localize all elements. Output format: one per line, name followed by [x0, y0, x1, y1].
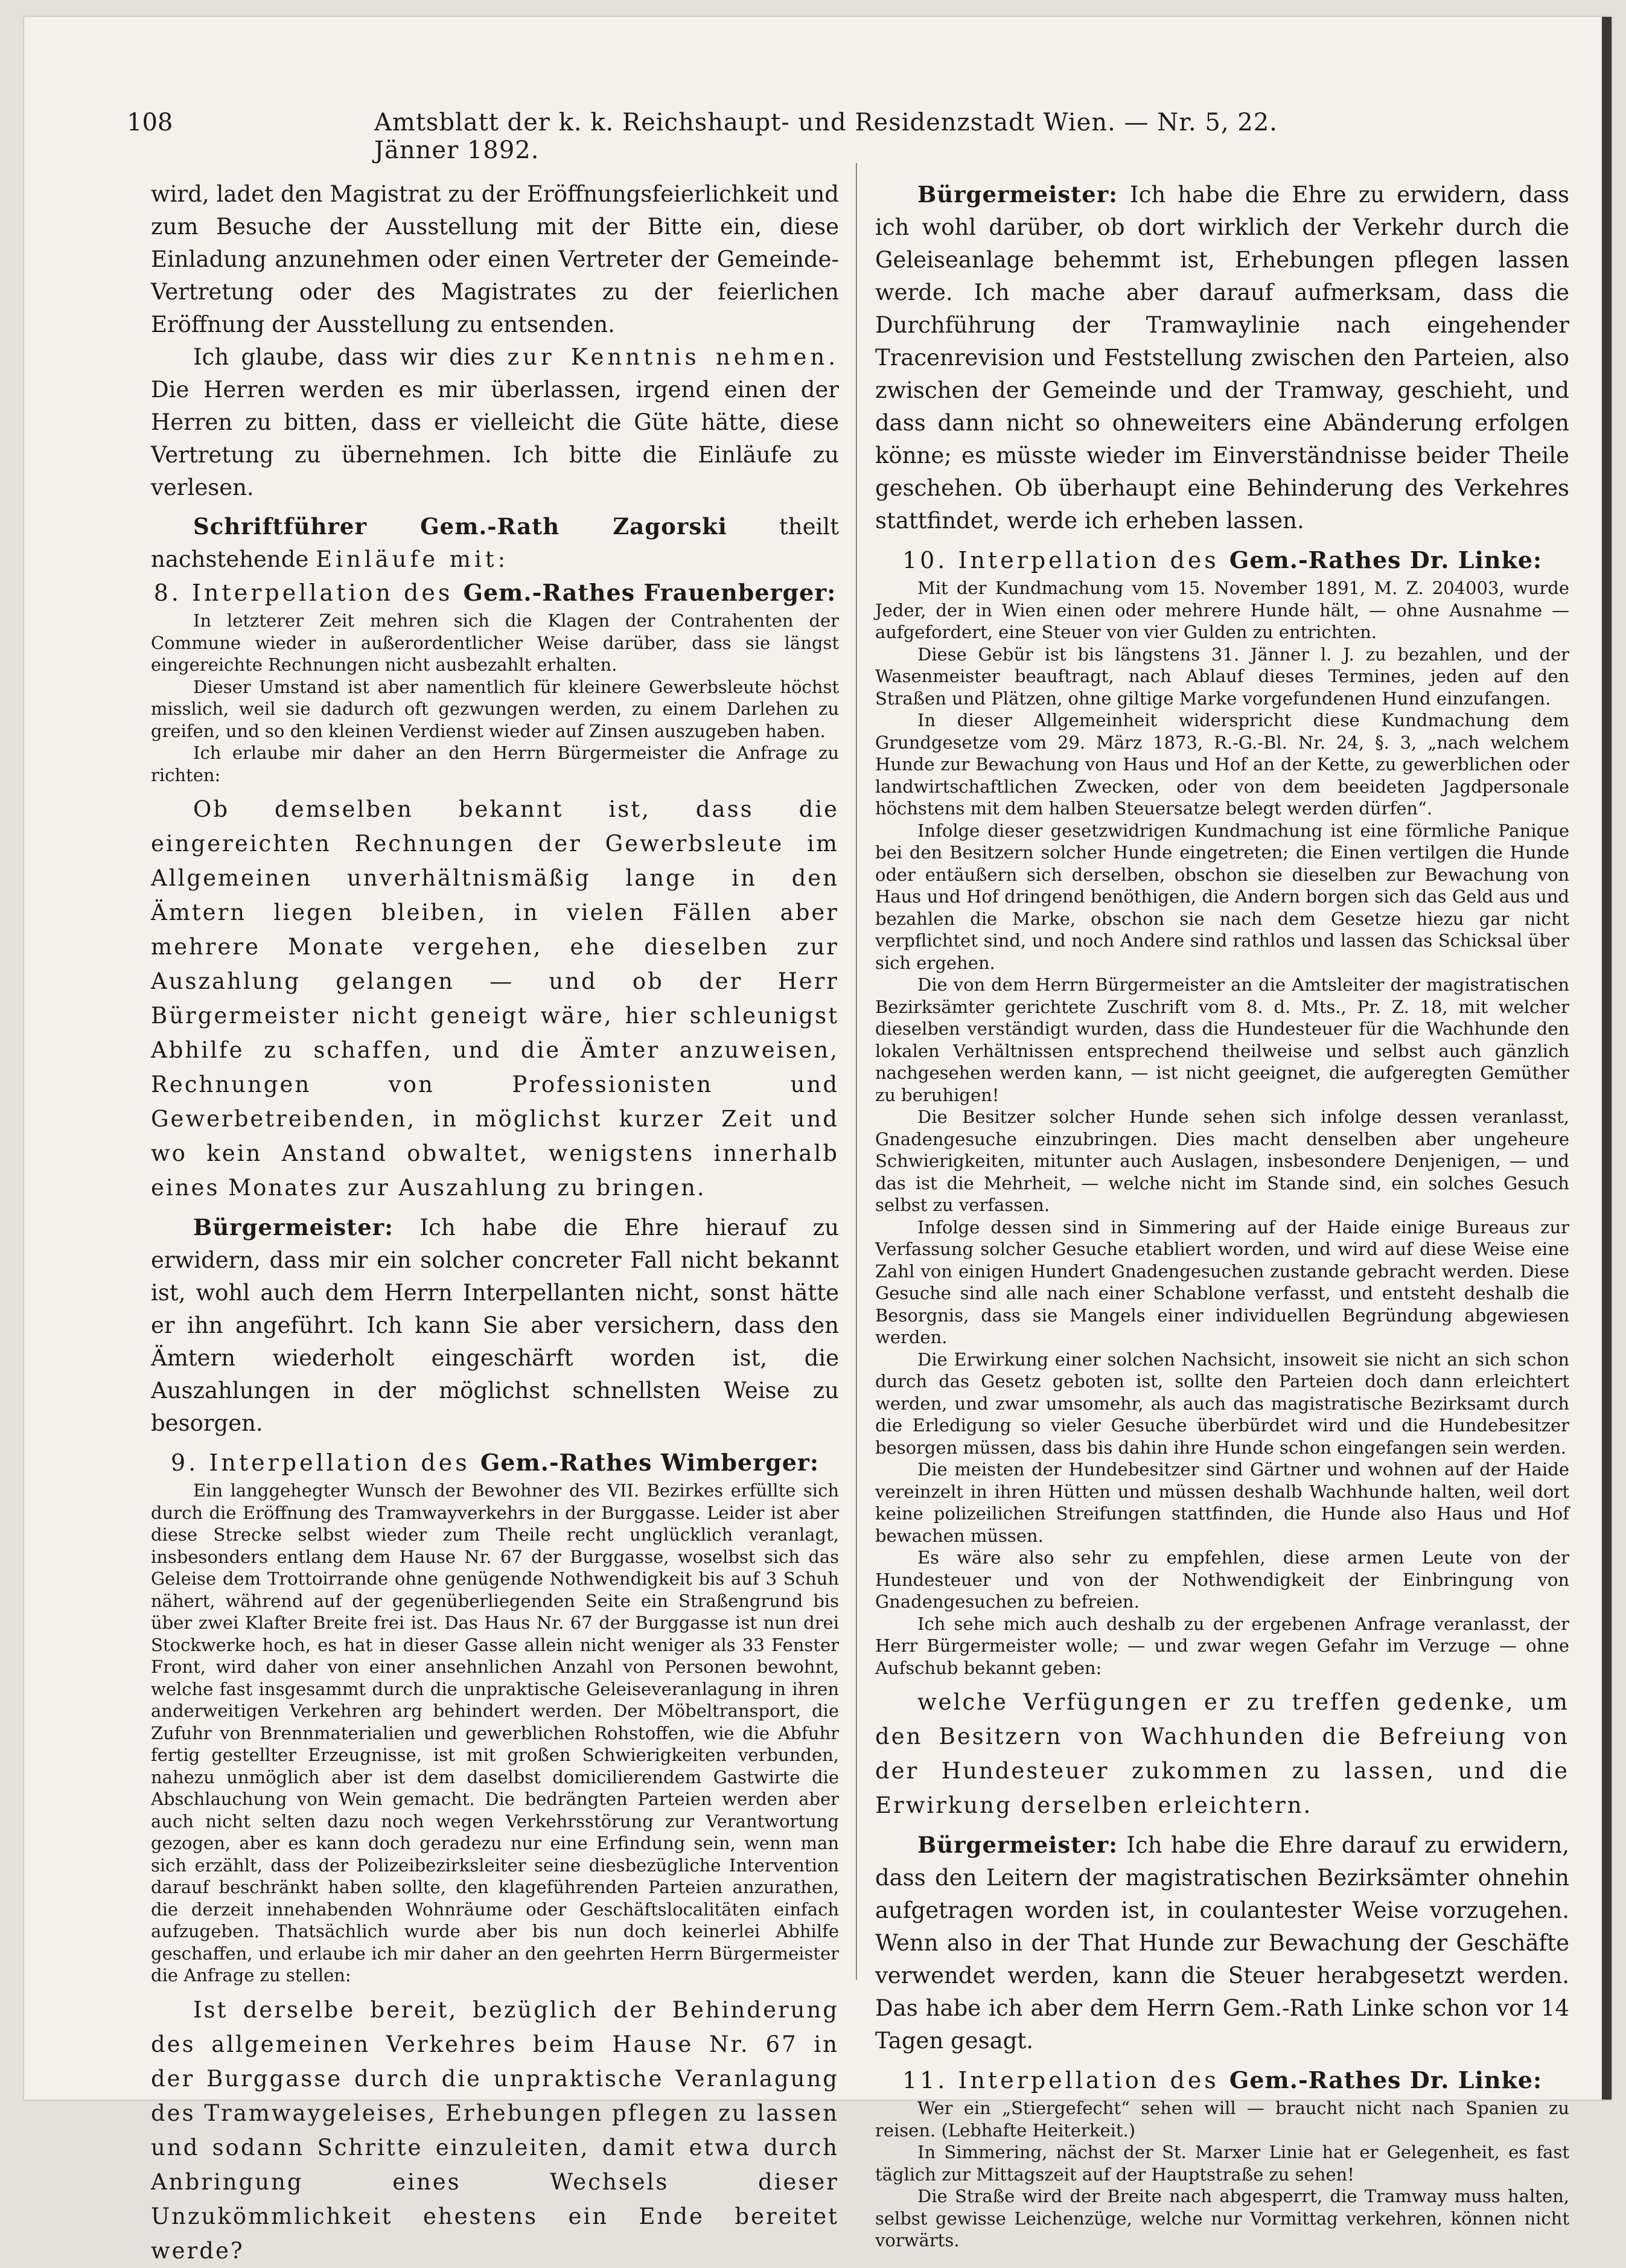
small-paragraph: Die Erwirkung einer solchen Nachsicht, insoweit sie nicht an sich schon durch das Gesetz geboten ist, sollte den Parteien doch dann erleichtert werden, und zwar umsomehr, als auch das magistratische Bezirksamt durch die Erledigung so vieler Gesuche überbürdet wird und die Hundebesitzer besorgen müssen, dass bis dahin ihre Hunde schon eingefangen sein werden.: [875, 1349, 1569, 1458]
right-column: [875, 178, 1569, 2252]
running-head-title: Amtsblatt der k. k. Reichshaupt- und Residenzstadt Wien. — Nr. 5, 22. Jänner 1892.: [374, 109, 1278, 164]
running-header: [127, 109, 1334, 164]
small-paragraph: Infolge dieser gesetzwidrigen Kundmachung ist eine förmliche Panique bei den Besitzern solcher Hunde eingetreten; die Einen vertilgen die Hunde oder entäußern sich derselben, obschon sie dieselben zur Bewachung von Haus und Hof dringend benöthigen, die Andern borgen sich das Geld aus und bezahlen die Marke, obschon sie nach dem Gesetze hiezu gar nicht verpflichtet sind, und noch Andere sind rathlos und lassen das Schicksal über sich ergehen.: [875, 820, 1569, 973]
text-run: Ich habe die Ehre zu erwidern, dass ich wohl darüber, ob dort wirklich der Verkehr durch die Geleiseanlage behemmt ist, Erhebungen pflegen lassen werde. Ich mache aber darauf aufmerksam, dass die Durchführung der Tramwaylinie nach eingehender Tracenrevision und Feststellung zwischen den Parteien, also zwischen der Gemeinde und der Tramway, geschieht, und dass dann nicht so ohneweiters eine Abänderung erfolgen könne; es müsste wieder im Einverständnisse beider Theile geschehen. Ob überhaupt eine Behinderung des Verkehres stattfindet, werde ich erheben lassen.: [875, 182, 1569, 534]
heading-speaker: Gem.-Rathes Frauenberger:: [463, 579, 837, 606]
section-heading: [875, 543, 1569, 577]
paragraph: [151, 510, 839, 576]
spaced-text: Einläufe mit:: [316, 546, 509, 572]
heading-label: 10. Interpellation des: [902, 547, 1219, 573]
heading-speaker: Gem.-Rathes Wimberger:: [480, 1449, 819, 1476]
small-paragraph: Diese Gebür ist bis längstens 31. Jänner l. J. zu bezahlen, und der Wasenmeister beauftragt, nach Ablauf dieses Termines, jeden auf den Straßen und Plätzen, ohne giltige Marke vorgefundenen Hund einzufangen.: [875, 644, 1569, 709]
heading-speaker: Gem.-Rathes Dr. Linke:: [1229, 546, 1543, 573]
paragraph: [151, 1211, 839, 1440]
small-paragraph: Die Besitzer solcher Hunde sehen sich infolge dessen veranlasst, Gnadengesuche einzubringen. Dies macht denselben aber ungeheure Schwierigkeiten, mitunter auch Auslagen, insbesondere Denjenigen, — und das ist die Mehrheit, — welche nicht im Stande sind, ein solches Gesuch selbst zu verfassen.: [875, 1107, 1569, 1215]
small-paragraph: In letzterer Zeit mehren sich die Klagen der Contrahenten der Commune wieder in außerordentlicher Weise darüber, dass sie längst eingereichte Rechnungen nicht ausbezahlt erhalten.: [151, 610, 839, 675]
question-paragraph: welche Verfügungen er zu treffen gedenke, um den Besitzern von Wachhunden die Befreiung von der Hundesteuer zukommen zu lassen, und die Erwirkung derselben erleichtern.: [875, 1689, 1569, 1818]
page-edge-shadow: [1602, 17, 1612, 2100]
small-paragraph: Wer ein „Stiergefecht“ sehen will — braucht nicht nach Spanien zu reisen. (Lebhafte Heiterkeit.): [875, 2098, 1569, 2141]
speaker-name: Schriftführer Gem.-Rath Zagorski: [193, 513, 727, 540]
question-paragraph: Ob demselben bekannt ist, dass die eingereichten Rechnungen der Gewerbsleute im Allgemeinen unverhältnismäßig lange in den Ämtern liegen bleiben, in vielen Fällen aber mehrere Monate vergehen, ehe dieselben zur Auszahlung gelangen — und ob der Herr Bürgermeister nicht geneigt wäre, hier schleunigst Abhilfe zu schaffen, und die Ämter anzuweisen, Rechnungen von Professionisten und Gewerbetreibenden, in möglichst kurzer Zeit und wo kein Anstand obwaltet, wenigstens innerhalb eines Monates zur Auszahlung zu bringen.: [151, 796, 839, 1201]
speaker-name: Bürgermeister:: [917, 181, 1118, 208]
section-heading: [151, 1446, 839, 1480]
heading-label: 9. Interpellation des: [171, 1449, 470, 1476]
paragraph: [875, 1829, 1569, 2057]
small-paragraph: Dieser Umstand ist aber namentlich für kleinere Gewerbsleute höchst misslich, weil sie dadurch oft gezwungen werden, zu einem Darlehen zu greifen, und so den kleinen Verdienst wieder auf Zinsen auszugeben haben.: [151, 676, 839, 741]
heading-label: 11. Interpellation des: [902, 2067, 1219, 2094]
small-paragraph: Infolge dessen sind in Simmering auf der Haide einige Bureaus zur Verfassung solcher Gesuche etabliert worden, und wird auf diese Weise eine Zahl von einigen Hundert Gnadengesuchen zustande gebracht werden. Diese Gesuche sind alle nach einer Schablone verfasst, und entsteht deshalb die Besorgnis, dass sie Mangels einer individuellen Begründung abgewiesen werden.: [875, 1216, 1569, 1347]
question-paragraph: Ist derselbe bereit, bezüglich der Behinderung des allgemeinen Verkehres beim Hause Nr. 67 in der Burggasse durch die unpraktische Veranlagung des Tramwaygeleises, Erhebungen pflegen zu lassen und sodann Schritte einzuleiten, damit etwa durch Anbringung eines Wechsels dieser Unzukömmlichkeit ehestens ein Ende bereitet werde?: [151, 1996, 839, 2264]
heading-speaker: Gem.-Rathes Dr. Linke:: [1229, 2066, 1543, 2094]
small-paragraph: Es wäre also sehr zu empfehlen, diese armen Leute von der Hundesteuer und von der Nothwendigkeit der Einbringung von Gnadengesuchen zu befreien.: [875, 1547, 1569, 1612]
section-heading: [875, 2063, 1569, 2097]
text-run: Ich glaube, dass wir dies: [193, 344, 496, 370]
text-run: Ich habe die Ehre hierauf zu erwidern, dass mir ein solcher concreter Fall nicht bekannt ist, wohl auch dem Herrn Interpellanten nicht, sonst hätte er ihn angeführt. Ich kann Sie aber versichern, dass den Ämtern wiederholt eingeschärft worden ist, die Auszahlungen in der möglichst schnellsten Weise zu besorgen.: [151, 1215, 839, 1436]
small-paragraph: Mit der Kundmachung vom 15. November 1891, M. Z. 204003, wurde Jeder, der in Wien einen oder mehrere Hunde hält, — ohne Ausnahme — aufgefordert, eine Steuer von vier Gulden zu entrichten.: [875, 578, 1569, 642]
text-run: theilt nachstehende: [151, 514, 840, 572]
heading-label: 8. Interpellation des: [153, 580, 453, 606]
small-paragraph: Ich erlaube mir daher an den Herrn Bürgermeister die Anfrage zu richten:: [151, 743, 839, 785]
spaced-text: zur Kenntnis nehmen.: [507, 344, 839, 370]
section-heading: [151, 576, 839, 610]
speaker-name: Bürgermeister:: [917, 1832, 1118, 1858]
small-paragraph: Die meisten der Hundebesitzer sind Gärtner und wohnen auf der Haide vereinzelt in ihren Hütten und müssen deshalb Wachhunde halten, weil dort keine polizeilichen Streifungen stattfinden, die Hunde also Haus und Hof bewachen müssen.: [875, 1459, 1569, 1546]
text-run: Die Herren werden es mir überlassen, irgend einen der Herren zu bitten, dass er vielleicht die Güte hätte, diese Vertretung zu übernehmen. Ich bitte die Einläufe zu verlesen.: [151, 377, 839, 500]
small-paragraph: In dieser Allgemeinheit widerspricht diese Kundmachung dem Grundgesetze vom 29. März 1873, R.-G.-Bl. Nr. 24, §. 3, „nach welchem Hunde zur Bewachung von Haus und Hof an der Kette, zu gewerblichen oder landwirtschaftlichen Zwecken, oder von dem beeideten Jagdpersonale höchstens mit dem halben Steuersatze belegt werden dürfen“.: [875, 710, 1569, 819]
page-number: 108: [127, 109, 173, 136]
small-paragraph: Ein langgehegter Wunsch der Bewohner des VII. Bezirkes erfüllte sich durch die Eröffnung des Tramwayverkehrs in der Burggasse. Leider ist aber diese Strecke selbst wieder zum Theile recht unglücklich veranlagt, insbesonders entlang dem Hause Nr. 67 der Burggasse, woselbst sich das Geleise dem Trottoirrande ohne genügende Nothwendigkeit bis auf 3 Schuh nähert, während auf der gegenüberliegenden Seite ein Straßengrund bis über zwei Klafter Breite frei ist. Das Haus Nr. 67 der Burggasse ist nun drei Stockwerke hoch, es hat in dieser Gasse allein nicht weniger als 33 Fenster Front, wird daher von einer ansehnlichen Anzahl von Personen bewohnt, welche fast insgesammt durch die unpraktische Geleiseveranlagung in ihren anderweitigen Verkehren arg behindert werden. Der Möbeltransport, die Zufuhr von Brennmaterialien und gewerblichen Rohstoffen, wie die Abfuhr fertig gestellter Erzeugnisse, ist mit großen Schwierigkeiten verbunden, nahezu unmöglich aber ist dem daselbst domicilierendem Gastwirte die Abschlauchung von Wein gemacht. Die bedrängten Parteien werden aber auch nicht selten dazu noch wegen Verkehrsstörung zur Verantwortung gezogen, aber es kann doch geradezu nur eine Erfindung sein, wenn man sich erzählt, dass der Polizeibezirksleiter seine diesbezügliche Intervention darauf beschränkt haben sollte, den klageführenden Parteien anzurathen, die derzeit innehabenden Wohnräume oder Geschäftslocalitäten einfach aufzugeben. Thatsächlich wurde aber bis nun doch keinerlei Abhilfe geschaffen, und erlaube ich mir daher an den geehrten Herrn Bürgermeister die Anfrage zu stellen:: [151, 1480, 839, 1985]
paragraph: [875, 178, 1569, 537]
small-paragraph: Die von dem Herrn Bürgermeister an die Amtsleiter der magistratischen Bezirksämter gerichtete Zuschrift vom 8. d. Mts., Pr. Z. 18, mit welcher dieselben verständigt wurden, dass die Hundesteuer für die Wachhunde den lokalen Verhältnissen entsprechend theilweise und selbst auch gänzlich nachgesehen werden kann, — ist nicht geeignet, die aufgeregten Gemüther zu beruhigen!: [875, 974, 1569, 1105]
paragraph: wird, ladet den Magistrat zu der Eröffnungsfeierlichkeit und zum Besuche der Ausstellung mit der Bitte ein, diese Einladung anzunehmen oder einen Vertreter der Gemeinde-Vertretung oder des Magistrates zu der feierlichen Eröffnung der Ausstellung zu entsenden.: [151, 181, 839, 337]
small-paragraph: Ich sehe mich auch deshalb zu der ergebenen Anfrage veranlasst, der Herr Bürgermeister wolle; — und zwar wegen Gefahr im Verzuge — ohne Aufschub bekannt geben:: [875, 1613, 1569, 1678]
paragraph: [151, 341, 839, 504]
left-column: [151, 178, 839, 2268]
small-paragraph: In Simmering, nächst der St. Marxer Linie hat er Gelegenheit, es fast täglich zur Mittagszeit auf der Hauptstraße zu sehen!: [875, 2142, 1569, 2185]
column-divider: [856, 163, 857, 1980]
text-run: Ich habe die Ehre darauf zu erwidern, dass den Leitern der magistratischen Bezirksämter ohnehin aufgetragen worden ist, in coulantester Weise vorzugehen. Wenn also in der That Hunde zur Bewachung der Geschäfte verwendet werden, kann die Steuer herabgesetzt werden. Das habe ich aber dem Herrn Gem.-Rath Linke schon vor 14 Tagen gesagt.: [875, 1832, 1570, 2054]
small-paragraph: Die Straße wird der Breite nach abgesperrt, die Tramway muss halten, selbst gewisse Leichenzüge, welche nur Vormittag verkehren, können nicht vorwärts.: [875, 2186, 1569, 2250]
speaker-name: Bürgermeister:: [193, 1214, 394, 1241]
